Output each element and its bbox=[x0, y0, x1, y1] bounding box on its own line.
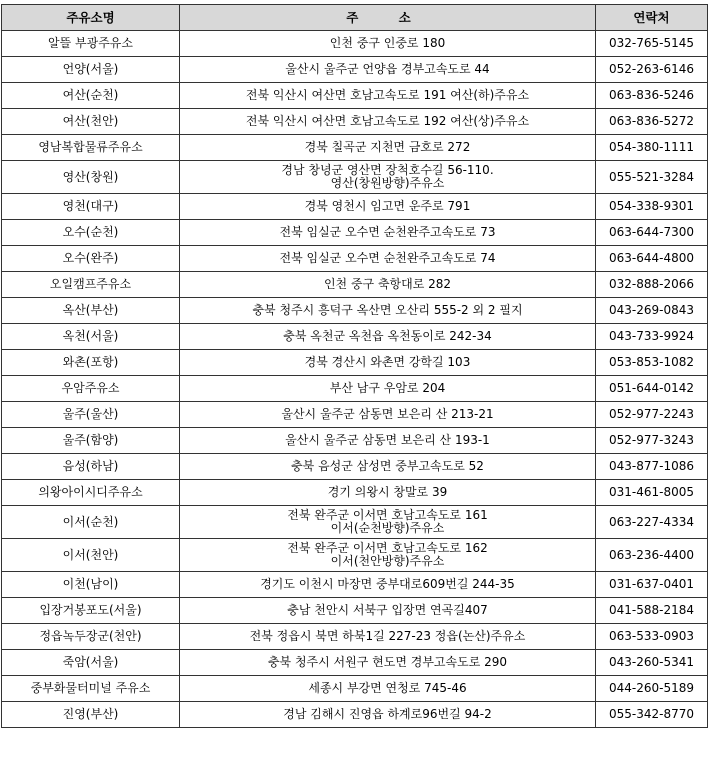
address-cell bbox=[180, 246, 596, 272]
phone-cell: 052-977-2243 bbox=[596, 402, 708, 428]
phone-cell: 031-461-8005 bbox=[596, 480, 708, 506]
address-cell bbox=[180, 135, 596, 161]
phone-cell: 043-733-9924 bbox=[596, 324, 708, 350]
station-name-cell: 영천(대구) bbox=[2, 194, 180, 220]
phone-cell: 043-877-1086 bbox=[596, 454, 708, 480]
address-cell bbox=[180, 428, 596, 454]
header-name: 주유소명 bbox=[2, 5, 180, 31]
station-name-cell: 죽암(서울) bbox=[2, 650, 180, 676]
station-name-cell: 와촌(포항) bbox=[2, 350, 180, 376]
address-cell bbox=[180, 598, 596, 624]
table-row bbox=[2, 109, 708, 135]
address-cell bbox=[180, 220, 596, 246]
address-line: 경기도 이천시 마장면 중부대로609번길 244-35 bbox=[260, 577, 515, 591]
header-address-label: 주 소 bbox=[346, 10, 429, 25]
address-line: 충북 청주시 흥덕구 옥산면 오산리 555-2 외 2 필지 bbox=[252, 303, 523, 317]
phone-cell: 044-260-5189 bbox=[596, 676, 708, 702]
address-line: 부산 남구 우암로 204 bbox=[329, 381, 446, 395]
address-cell bbox=[180, 650, 596, 676]
address-cell bbox=[180, 298, 596, 324]
table-row bbox=[2, 194, 708, 220]
address-line: 세종시 부강면 연청로 745-46 bbox=[308, 681, 467, 695]
address-cell bbox=[180, 57, 596, 83]
table-row bbox=[2, 83, 708, 109]
table-row bbox=[2, 428, 708, 454]
station-name-cell: 이천(남이) bbox=[2, 572, 180, 598]
address-cell bbox=[180, 324, 596, 350]
phone-cell: 032-888-2066 bbox=[596, 272, 708, 298]
table-header-row bbox=[2, 5, 708, 31]
table-row bbox=[2, 376, 708, 402]
address-cell bbox=[180, 624, 596, 650]
station-name-cell: 울주(울산) bbox=[2, 402, 180, 428]
phone-cell: 055-521-3284 bbox=[596, 161, 708, 194]
phone-cell: 063-644-4800 bbox=[596, 246, 708, 272]
address-cell bbox=[180, 194, 596, 220]
address-line: 전북 완주군 이서면 호남고속도로 161 bbox=[287, 508, 488, 522]
table-row bbox=[2, 702, 708, 728]
address-cell bbox=[180, 272, 596, 298]
phone-cell: 063-533-0903 bbox=[596, 624, 708, 650]
table-body bbox=[2, 31, 708, 728]
address-cell bbox=[180, 161, 596, 194]
table-row bbox=[2, 598, 708, 624]
table-row bbox=[2, 161, 708, 194]
table-row bbox=[2, 246, 708, 272]
header-contact: 연락처 bbox=[596, 5, 708, 31]
address-cell bbox=[180, 350, 596, 376]
phone-cell: 054-380-1111 bbox=[596, 135, 708, 161]
address-cell bbox=[180, 376, 596, 402]
phone-cell: 041-588-2184 bbox=[596, 598, 708, 624]
table-row bbox=[2, 135, 708, 161]
table-row bbox=[2, 676, 708, 702]
station-name-cell: 우암주유소 bbox=[2, 376, 180, 402]
station-name-cell: 여산(순천) bbox=[2, 83, 180, 109]
table-row bbox=[2, 572, 708, 598]
station-name-cell: 이서(순천) bbox=[2, 506, 180, 539]
phone-cell: 063-644-7300 bbox=[596, 220, 708, 246]
station-name-cell: 옥천(서울) bbox=[2, 324, 180, 350]
table-row bbox=[2, 454, 708, 480]
address-line: 울산시 울주군 삼동면 보은리 산 213-21 bbox=[281, 407, 494, 421]
phone-cell: 063-236-4400 bbox=[596, 539, 708, 572]
station-name-cell: 중부화물터미널 주유소 bbox=[2, 676, 180, 702]
phone-cell: 043-269-0843 bbox=[596, 298, 708, 324]
address-line: 경북 경산시 와촌면 강학길 103 bbox=[304, 355, 471, 369]
station-name-cell: 이서(천안) bbox=[2, 539, 180, 572]
address-line: 충북 청주시 서원구 현도면 경부고속도로 290 bbox=[267, 655, 508, 669]
table-row bbox=[2, 298, 708, 324]
address-cell bbox=[180, 539, 596, 572]
station-table bbox=[1, 4, 708, 728]
address-line: 인천 중구 축항대로 282 bbox=[323, 277, 452, 291]
table-row bbox=[2, 350, 708, 376]
address-line: 영산(창원방향)주유소 bbox=[330, 176, 445, 190]
table-row bbox=[2, 272, 708, 298]
address-cell bbox=[180, 676, 596, 702]
address-line: 전북 임실군 오수면 순천완주고속도로 73 bbox=[279, 225, 496, 239]
address-line: 경북 영천시 임고면 운주로 791 bbox=[304, 199, 471, 213]
address-cell bbox=[180, 572, 596, 598]
address-line: 이서(천안방향)주유소 bbox=[330, 554, 445, 568]
address-line: 전북 완주군 이서면 호남고속도로 162 bbox=[287, 541, 488, 555]
station-name-cell: 영남복합물류주유소 bbox=[2, 135, 180, 161]
address-line: 울산시 울주군 언양읍 경부고속도로 44 bbox=[285, 62, 490, 76]
table-row bbox=[2, 539, 708, 572]
station-name-cell: 옥산(부산) bbox=[2, 298, 180, 324]
phone-cell: 052-977-3243 bbox=[596, 428, 708, 454]
table-row bbox=[2, 480, 708, 506]
address-line: 충남 천안시 서북구 입장면 연곡길407 bbox=[287, 603, 488, 617]
address-line: 울산시 울주군 삼동면 보은리 산 193-1 bbox=[285, 433, 490, 447]
address-line: 경남 창녕군 영산면 장척호수길 56-110. bbox=[281, 163, 494, 177]
address-line: 전북 익산시 여산면 호남고속도로 192 여산(상)주유소 bbox=[245, 114, 530, 128]
phone-cell: 043-260-5341 bbox=[596, 650, 708, 676]
station-name-cell: 울주(함양) bbox=[2, 428, 180, 454]
header-address bbox=[180, 5, 596, 31]
phone-cell: 054-338-9301 bbox=[596, 194, 708, 220]
station-name-cell: 알뜰 부광주유소 bbox=[2, 31, 180, 57]
address-line: 충북 옥천군 옥천읍 옥천동이로 242-34 bbox=[283, 329, 492, 343]
table-row bbox=[2, 402, 708, 428]
table-row bbox=[2, 31, 708, 57]
table-row bbox=[2, 650, 708, 676]
address-cell bbox=[180, 506, 596, 539]
address-cell bbox=[180, 109, 596, 135]
station-name-cell: 정읍녹두장군(천안) bbox=[2, 624, 180, 650]
station-name-cell: 영산(창원) bbox=[2, 161, 180, 194]
station-name-cell: 음성(하남) bbox=[2, 454, 180, 480]
phone-cell: 055-342-8770 bbox=[596, 702, 708, 728]
phone-cell: 053-853-1082 bbox=[596, 350, 708, 376]
address-cell bbox=[180, 702, 596, 728]
table-row bbox=[2, 506, 708, 539]
address-line: 이서(순천방향)주유소 bbox=[330, 521, 445, 535]
phone-cell: 063-227-4334 bbox=[596, 506, 708, 539]
table-row bbox=[2, 57, 708, 83]
station-name-cell: 오수(순천) bbox=[2, 220, 180, 246]
address-line: 충북 음성군 삼성면 중부고속도로 52 bbox=[291, 459, 484, 473]
address-cell bbox=[180, 83, 596, 109]
phone-cell: 063-836-5272 bbox=[596, 109, 708, 135]
address-line: 경북 칠곡군 지천면 금호로 272 bbox=[304, 140, 471, 154]
phone-cell: 032-765-5145 bbox=[596, 31, 708, 57]
address-cell bbox=[180, 480, 596, 506]
station-name-cell: 입장거봉포도(서울) bbox=[2, 598, 180, 624]
address-line: 전북 익산시 여산면 호남고속도로 191 여산(하)주유소 bbox=[245, 88, 530, 102]
phone-cell: 063-836-5246 bbox=[596, 83, 708, 109]
station-name-cell: 진영(부산) bbox=[2, 702, 180, 728]
table-row bbox=[2, 220, 708, 246]
phone-cell: 052-263-6146 bbox=[596, 57, 708, 83]
station-name-cell: 언양(서울) bbox=[2, 57, 180, 83]
station-name-cell: 오일캠프주유소 bbox=[2, 272, 180, 298]
station-name-cell: 오수(완주) bbox=[2, 246, 180, 272]
address-line: 전북 정읍시 북면 하북1길 227-23 정읍(논산)주유소 bbox=[249, 629, 526, 643]
station-name-cell: 여산(천안) bbox=[2, 109, 180, 135]
phone-cell: 031-637-0401 bbox=[596, 572, 708, 598]
table-row bbox=[2, 324, 708, 350]
address-line: 인천 중구 인중로 180 bbox=[329, 36, 446, 50]
phone-cell: 051-644-0142 bbox=[596, 376, 708, 402]
table-row bbox=[2, 624, 708, 650]
address-line: 전북 임실군 오수면 순천완주고속도로 74 bbox=[279, 251, 496, 265]
station-name-cell: 의왕아이시디주유소 bbox=[2, 480, 180, 506]
address-cell bbox=[180, 31, 596, 57]
address-line: 경남 김해시 진영읍 하계로96번길 94-2 bbox=[283, 707, 492, 721]
address-cell bbox=[180, 402, 596, 428]
address-cell bbox=[180, 454, 596, 480]
address-line: 경기 의왕시 창말로 39 bbox=[327, 485, 448, 499]
